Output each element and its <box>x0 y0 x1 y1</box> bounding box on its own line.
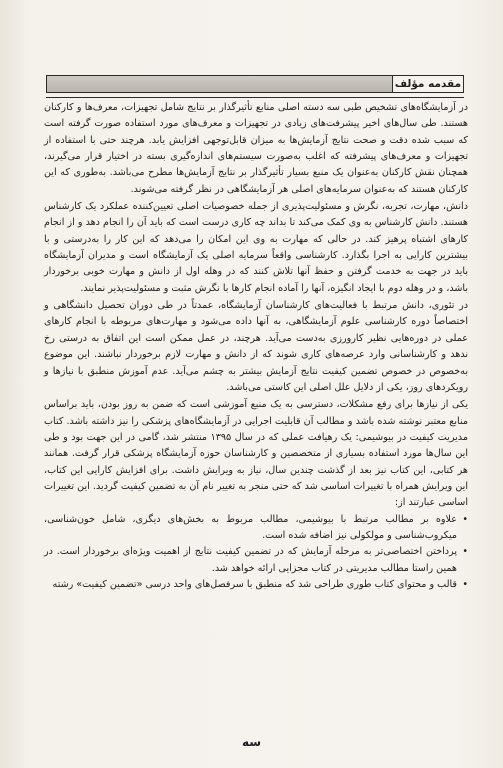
paragraph: در تئوری، دانش مرتبط با فعالیت‌های کارشناسان آزمایشگاه، عمدتاً در طی دوران تحصیل دانشگاهی و اختصاصاً دوره کارشناسی علوم آزمایشگاهی، به آنها داده می‌شود و مهارت‌های مربوطه با انجام کارهای عملی در دوره‌هایی نظیر کارورزی به‌دست می‌آید. هرچند، در عمل ممکن است این اتفاق به درستی رخ ندهد و کارشناسانی وارد عرصه‌های کاری شوند که از دانش و مهارت لازم برخوردار نباشند. این موضوع به‌خصوص در خصوص تضمین کیفیت نتایج آزمایش بیشتر به چشم می‌آید. عدم آموزش منطبق با نیازها و رویکردهای روز، یکی از دلایل علل اصلی این کاستی می‌باشد. <box>44 300 468 393</box>
header-divider <box>46 97 464 98</box>
paragraph: در آزمایشگاه‌های تشخیص طبی سه دسته اصلی منابع تأثیرگذار بر نتایج شامل تجهیزات، معرف‌ها و کارکنان هستند. طی سال‌های اخیر پیشرفت‌های زیادی در تجهیزات و معرف‌های مورد استفاده صورت گرفته است که سبب شده دقت و صحت نتایج آزمایش‌ها به میزان قابل‌توجهی افزایش یابد. هرچند حتی با استفاده از تجهیزات و معرف‌های پیشرفته که اغلب به‌صورت سیستم‌های اندازه‌گیری بسته در اختیار قرار می‌گیرند، همچنان نقش کارکنان به‌عنوان یک منبع بسیار تأثیرگذار بر نتایج آزمایش‌ها مطرح می‌باشد. به‌طوری که این کارکنان هستند که به‌عنوان سرمایه‌های اصلی هر آزمایشگاهی در نظر گرفته می‌شوند. <box>44 102 468 195</box>
paragraph: دانش، مهارت، تجربه، نگرش و مسئولیت‌پذیری از جمله خصوصیات اصلی تعیین‌کننده عملکرد یک کارشناس هستند. دانش کارشناس به وی کمک می‌کند تا بداند چه کاری درست است که باید آن را انجام دهد و از انجام کارهای اشتباه پرهیز کند. در حالی که مهارت به وی این امکان را می‌دهد که این کار را به‌درستی و با بیشترین کارایی به اجرا بگذارد. کارشناسی واقعاً سرمایه اصلی یک آزمایشگاه است و مدیران آزمایشگاه باید در جهت به خدمت گرفتن و حفظ آنها تلاش کنند که در وهله اول از دانش و مهارت خوبی برخوردار باشد، و در وهله دوم با ایجاد انگیزه، آنها را آماده انجام کارها با نگرش مثبت و مسئولیت‌پذیر نمایند. <box>44 201 468 294</box>
list-item: • پرداختن اختصاصی‌تر به مرحله آزمایش که در تضمین کیفیت نتایج از اهمیت ویژه‌ای برخوردار است. در همین راستا مطالب مدیریتی در کتاب مجزایی ارائه خواهد شد. <box>44 544 468 577</box>
page-number: سه <box>241 735 262 749</box>
section-title: مقدمه مؤلف <box>392 75 464 93</box>
document-body <box>44 100 468 593</box>
section-header-bar <box>46 75 464 93</box>
list-item: • علاوه بر مطالب مرتبط با بیوشیمی، مطالب مربوط به بخش‌های دیگری، شامل خون‌شناسی، میکروب‌شناسی و مولکولی نیز اضافه شده است. <box>44 512 468 545</box>
change-list <box>44 512 468 594</box>
paragraph: یکی از نیازها برای رفع مشکلات، دسترسی به یک منبع آموزشی است که ضمن به روز بودن، باید براساس منابع معتبر نوشته شده باشد و مطالب آن قابلیت اجرایی در آزمایشگاه‌های پزشکی را نیز داشته باشد. کتاب مدیریت کیفیت در بیوشیمی: یک رهیافت عملی که در سال ۱۳۹۵ منتشر شد، گامی در این جهت بود و طی این سال‌ها مورد استفاده بسیاری از متخصصین و کارشناسان حوزه آزمایشگاه پزشکی قرار گرفت. همانند هر کتابی، این کتاب نیز بعد از گذشت چندین سال، نیاز به ویرایش داشت. برای افزایش کارایی این کتاب، این ویرایش همراه با تغییرات اساسی شد که حتی منجر به تغییر نام آن به تضمین کیفیت گردید. این تغییرات اساسی عبارتند از: <box>44 399 468 509</box>
header-shaded-band <box>46 75 392 93</box>
list-item: • قالب و محتوای کتاب طوری طراحی شد که منطبق با سرفصل‌های واحد درسی «تضمین کیفیت» رشته <box>44 577 468 593</box>
